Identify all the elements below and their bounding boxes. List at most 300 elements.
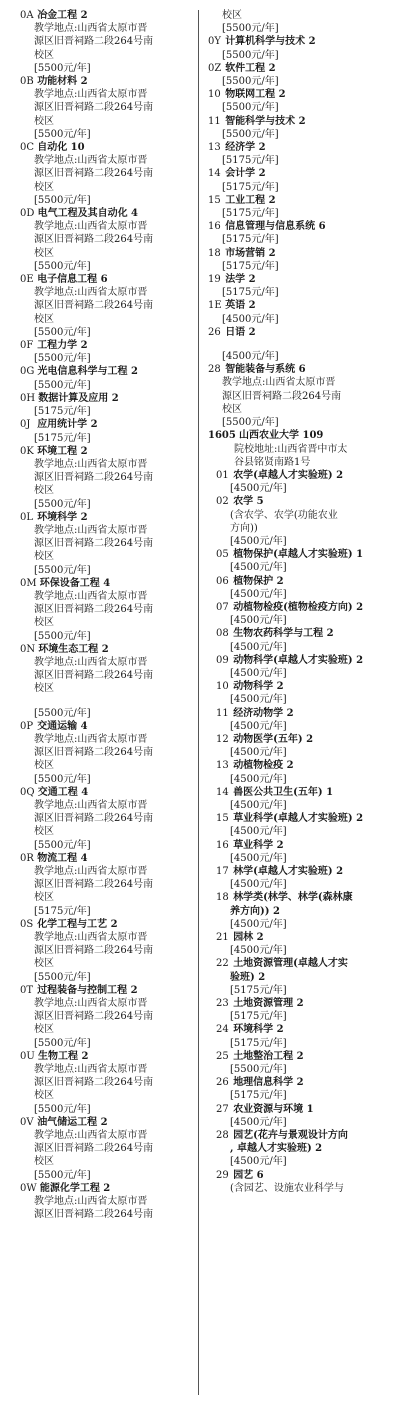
detail-line: [5500元/年] (34, 707, 91, 719)
major-title: 英语 2 (225, 300, 256, 312)
major-header (208, 299, 408, 312)
major-entry (208, 220, 408, 246)
major-details (20, 154, 195, 207)
major-code: 0K (20, 445, 34, 457)
major-header (216, 680, 408, 693)
major-entry (216, 812, 408, 838)
major-header (216, 997, 408, 1010)
major-details (216, 971, 408, 997)
major-entry (208, 363, 408, 429)
major-header (20, 1050, 195, 1063)
detail-line: 源区旧晋祠路二段264号南 (34, 1011, 154, 1023)
major-code: 10 (216, 681, 229, 693)
major-header (216, 891, 408, 904)
detail-line: [5500元/年] (34, 260, 91, 272)
detail-line: [4500元/年] (230, 918, 287, 930)
major-code: 0P (20, 720, 34, 732)
major-code: 18 (216, 892, 229, 904)
major-title: 地理信息科学 2 (233, 1077, 304, 1089)
major-code: 24 (216, 1024, 229, 1036)
major-title: 园艺(花卉与景观设计方向 (233, 1130, 348, 1142)
major-title: 草业科学 2 (233, 839, 284, 851)
major-details (216, 746, 408, 759)
major-entry (216, 627, 408, 653)
major-code: 0L (20, 511, 34, 523)
major-code: 0D (20, 208, 35, 220)
major-title: 农学 5 (233, 496, 264, 508)
detail-line: 校区 (34, 1090, 54, 1102)
major-details (208, 49, 408, 62)
major-details (208, 101, 408, 114)
major-details (216, 1089, 408, 1102)
major-details (20, 352, 195, 365)
major-code: 22 (216, 958, 229, 970)
major-details (216, 720, 408, 733)
major-code: 0G (20, 366, 35, 378)
major-code: 10 (208, 89, 221, 101)
major-entry (20, 577, 195, 643)
major-entry (216, 1169, 408, 1195)
major-code: 07 (216, 601, 229, 613)
major-details (20, 22, 195, 75)
major-header (208, 88, 408, 101)
major-code: 15 (208, 194, 221, 206)
detail-line: [5500元/年] (222, 23, 279, 35)
major-code: 0H (20, 392, 36, 404)
major-details (216, 852, 408, 865)
major-entry (20, 75, 195, 141)
major-header (20, 365, 195, 378)
major-entry (20, 1050, 195, 1116)
major-title: 冶金工程 2 (37, 10, 88, 21)
major-title: 物联网工程 2 (225, 89, 286, 101)
major-details (20, 88, 195, 141)
detail-line: 校区 (34, 1024, 54, 1036)
major-title: 光电信息科学与工程 2 (37, 366, 138, 378)
major-entry (20, 918, 195, 984)
detail-line: [4500元/年] (230, 879, 287, 891)
major-entry (216, 733, 408, 759)
detail-line: (含农学、农学(功能农业 (230, 509, 338, 521)
major-code: 28 (216, 1130, 229, 1142)
major-title-cont: , 卓越人才实验班) 2 (230, 1143, 323, 1155)
major-header (216, 1076, 408, 1089)
school-address (208, 443, 408, 469)
major-details (20, 379, 195, 392)
major-details (208, 207, 408, 220)
detail-line: [4500元/年] (230, 588, 287, 600)
detail-line: [5500元/年] (34, 326, 91, 338)
detail-line: 源区旧晋祠路二段264号南 (34, 1143, 154, 1155)
major-entry (208, 115, 408, 141)
major-title: 环保设备工程 4 (39, 577, 111, 589)
detail-line: 教学地点:山西省太原市晋 (34, 524, 148, 536)
major-header (20, 511, 195, 524)
major-code: 0Z (208, 62, 222, 74)
major-header (216, 707, 408, 720)
major-header (216, 733, 408, 746)
major-code: 13 (216, 760, 229, 772)
major-entry (216, 891, 408, 931)
major-code: 0M (20, 577, 37, 589)
major-title: 交通运输 4 (37, 720, 88, 732)
detail-line: [4500元/年] (230, 694, 287, 706)
major-title: 化学工程与工艺 2 (37, 918, 118, 930)
major-title: 能源化学工程 2 (39, 1182, 111, 1194)
major-title: 土地资源管理(卓越人才实 (233, 958, 348, 970)
detail-line: 源区旧晋祠路二段264号南 (34, 538, 154, 550)
major-title: 土地资源管理 2 (233, 998, 304, 1010)
detail-line: [5175元/年] (222, 260, 279, 272)
major-header (216, 548, 408, 561)
detail-line: 源区旧晋祠路二段264号南 (34, 747, 154, 759)
detail-line: [5500元/年] (230, 1064, 287, 1076)
major-details (208, 286, 408, 299)
major-details (20, 865, 195, 918)
detail-line: [4500元/年] (230, 852, 287, 864)
major-title: 经济学 2 (225, 142, 266, 154)
detail-line: [5175元/年] (222, 287, 279, 299)
major-entry (216, 1050, 408, 1076)
major-header (20, 9, 195, 22)
detail-line: 源区旧晋祠路二段264号南 (34, 879, 154, 891)
major-title: 智能装备与系统 6 (225, 364, 306, 376)
major-entry (216, 601, 408, 627)
major-title: 电气工程及其自动化 4 (37, 208, 139, 220)
major-entry (208, 247, 408, 273)
detail-line: 校区 (34, 115, 54, 127)
major-details (20, 1129, 195, 1182)
major-title: 植物保护 2 (233, 575, 284, 587)
major-details (216, 878, 408, 891)
detail-line: [4500元/年] (230, 1116, 287, 1128)
major-entry (20, 365, 195, 391)
major-code: 0E (20, 274, 34, 286)
detail-line: [4500元/年] (222, 351, 279, 363)
detail-line: 教学地点:山西省太原市晋 (34, 998, 148, 1010)
detail-line: 校区 (222, 403, 242, 415)
major-title: 会计学 2 (225, 168, 266, 180)
major-title: 动植物检疫(植物检疫方向) 2 (233, 601, 364, 613)
detail-line: 校区 (34, 617, 54, 629)
major-title: 油气储运工程 2 (37, 1116, 108, 1128)
major-title: 农学(卓越人才实验班) 2 (233, 469, 344, 481)
major-entry (216, 548, 408, 574)
major-title: 智能科学与技术 2 (225, 115, 306, 127)
major-details (216, 905, 408, 931)
major-code: 14 (208, 168, 221, 180)
major-title: 日语 2 (225, 326, 256, 338)
major-code: 0V (20, 1116, 34, 1128)
major-header (216, 1023, 408, 1036)
major-code: 0F (20, 340, 34, 352)
major-title: 生物农药科学与工程 2 (233, 628, 334, 640)
major-header (208, 115, 408, 128)
detail-line: 源区旧晋祠路二段264号南 (34, 1077, 154, 1089)
detail-line: [5500元/年] (34, 773, 91, 785)
major-title: 环境科学 2 (37, 511, 88, 523)
major-header (20, 273, 195, 286)
major-header (208, 247, 408, 260)
detail-line: 教学地点:山西省太原市晋 (34, 458, 148, 470)
major-header (216, 957, 408, 970)
major-code: 19 (208, 274, 221, 286)
major-title: 环境科学 2 (233, 1024, 284, 1036)
major-title: 物流工程 4 (37, 852, 88, 864)
major-entry (20, 141, 195, 207)
major-entry (216, 1023, 408, 1049)
major-details (216, 1063, 408, 1076)
detail-line: [4500元/年] (230, 1156, 287, 1168)
detail-line: [5500元/年] (222, 417, 279, 429)
detail-line: [4500元/年] (230, 945, 287, 957)
major-details (216, 588, 408, 601)
detail-line: [5500元/年] (34, 971, 91, 983)
major-header (208, 35, 408, 48)
major-title: 动物科学 2 (233, 681, 284, 693)
major-title: 计算机科学与技术 2 (225, 36, 316, 48)
right-column (208, 9, 408, 1195)
detail-line: [5175元/年] (230, 984, 287, 996)
major-entry (216, 957, 408, 997)
detail-line: 校区 (34, 892, 54, 904)
major-details (20, 1063, 195, 1116)
detail-line: 教学地点:山西省太原市晋 (34, 1130, 148, 1142)
detail-line: [4500元/年] (230, 483, 287, 495)
major-code: 0B (20, 76, 34, 88)
major-header (216, 759, 408, 772)
major-code: 0J (20, 419, 31, 431)
major-details (216, 944, 408, 957)
major-details (20, 997, 195, 1050)
major-header (20, 786, 195, 799)
major-details (216, 799, 408, 812)
major-title: 工程力学 2 (37, 340, 88, 352)
detail-line: [5500元/年] (222, 102, 279, 114)
major-details (20, 931, 195, 984)
major-title: 法学 2 (225, 274, 256, 286)
column-divider (198, 10, 199, 1395)
detail-line: 源区旧晋祠路二段264号南 (34, 945, 154, 957)
major-entry (208, 141, 408, 167)
major-details (216, 667, 408, 680)
major-header (208, 273, 408, 286)
major-entry (208, 35, 408, 61)
detail-line: [4500元/年] (230, 773, 287, 785)
detail-line: [5500元/年] (34, 1103, 91, 1115)
major-header (20, 918, 195, 931)
major-entry (216, 654, 408, 680)
major-title: 兽医公共卫生(五年) 1 (233, 786, 334, 798)
detail-line: 源区旧晋祠路二段264号南 (34, 300, 154, 312)
major-entry (20, 392, 195, 418)
detail-line: 教学地点:山西省太原市晋 (34, 155, 148, 167)
detail-line: 教学地点:山西省太原市晋 (34, 866, 148, 877)
detail-line: [5500元/年] (34, 194, 91, 206)
major-entry (216, 707, 408, 733)
detail-line: 方向)) (230, 522, 258, 534)
major-entry (208, 326, 408, 363)
major-details (20, 1195, 195, 1221)
detail-line: 源区旧晋祠路二段264号南 (222, 390, 342, 402)
major-code: 13 (208, 142, 221, 154)
detail-line: 教学地点:山西省太原市晋 (34, 932, 148, 944)
major-title: 软件工程 2 (225, 62, 276, 74)
major-entry (20, 511, 195, 577)
major-header (20, 418, 195, 431)
major-entry (216, 839, 408, 865)
major-title: 过程装备与控制工程 2 (37, 984, 138, 996)
major-code: 16 (208, 221, 221, 233)
major-entry (216, 759, 408, 785)
major-code: 23 (216, 998, 229, 1010)
major-entry (20, 852, 195, 918)
major-entry (20, 418, 195, 444)
major-title: 植物保护(卓越人才实验班) 1 (233, 549, 364, 561)
major-details (20, 524, 195, 577)
major-details (216, 641, 408, 654)
school-name: 山西农业大学 109 (239, 430, 324, 442)
detail-line: 校区 (34, 247, 54, 259)
major-title: 生物工程 2 (37, 1050, 89, 1062)
major-details (20, 733, 195, 786)
detail-line: [5500元/年] (34, 630, 91, 642)
detail-line: 教学地点:山西省太原市晋 (34, 1064, 148, 1076)
major-code: 0N (20, 643, 36, 655)
detail-line: 校区 (34, 551, 54, 563)
major-code: 11 (216, 707, 229, 719)
major-title: 动物科学(卓越人才实验班) 2 (233, 654, 364, 666)
detail-line: 教学地点:山西省太原市晋 (222, 377, 336, 389)
major-header (216, 812, 408, 825)
major-details (208, 260, 408, 273)
major-details (20, 286, 195, 339)
detail-line: [5175元/年] (222, 234, 279, 246)
detail-line: 校区 (34, 826, 54, 838)
major-title: 园林 2 (233, 932, 264, 944)
detail-line: [5500元/年] (222, 128, 279, 140)
major-details (216, 482, 408, 495)
major-code: 15 (216, 813, 229, 825)
major-code: 28 (208, 364, 221, 376)
major-header (216, 495, 408, 508)
major-details (216, 1142, 408, 1168)
major-details (216, 693, 408, 706)
major-title: 林学类(林学、林学(森林康 (233, 892, 353, 904)
school-header (208, 429, 408, 442)
left-column (20, 9, 195, 1221)
major-details (216, 825, 408, 838)
major-header (20, 75, 195, 88)
major-code: 0R (20, 852, 34, 864)
major-details (20, 656, 195, 720)
major-title-cont: 养方向)) 2 (230, 905, 280, 917)
detail-line: [5175元/年] (222, 155, 279, 167)
major-entry (216, 1129, 408, 1169)
right-majors (208, 35, 408, 429)
detail-line: [5500元/年] (34, 1037, 91, 1049)
major-header (20, 1182, 195, 1195)
major-header (20, 207, 195, 220)
major-code: 11 (208, 115, 221, 127)
detail-line: [5500元/年] (34, 379, 91, 391)
major-header (216, 839, 408, 852)
major-details (216, 1010, 408, 1023)
major-code: 18 (208, 247, 221, 259)
major-code: 0W (20, 1182, 37, 1194)
major-header (216, 1129, 408, 1142)
major-code: 06 (216, 575, 229, 587)
detail-line: [5500元/年] (222, 49, 279, 61)
detail-line: [4500元/年] (230, 641, 287, 653)
detail-line: [4500元/年] (230, 615, 287, 627)
major-header (216, 1103, 408, 1116)
major-code: 27 (216, 1103, 229, 1115)
major-details (20, 590, 195, 643)
major-details (216, 1037, 408, 1050)
detail-line: 教学地点:山西省太原市晋 (34, 221, 148, 233)
major-entry (20, 9, 195, 75)
major-header (216, 1050, 408, 1063)
detail-line: 教学地点:山西省太原市晋 (34, 733, 148, 745)
major-details (216, 1116, 408, 1129)
major-code: 0S (20, 918, 34, 930)
detail-line: [4500元/年] (230, 720, 287, 732)
major-entry (20, 1116, 195, 1182)
detail-line: [4500元/年] (230, 667, 287, 679)
major-code: 26 (208, 326, 221, 338)
major-header (216, 1169, 408, 1182)
major-details (20, 220, 195, 273)
major-details (208, 376, 408, 429)
major-code: 12 (216, 733, 229, 745)
major-header (208, 220, 408, 233)
major-code: 0U (20, 1050, 35, 1062)
major-entry (216, 469, 408, 495)
major-code: 26 (216, 1077, 229, 1089)
major-header (20, 445, 195, 458)
detail-line: [5175元/年] (230, 1037, 287, 1049)
detail-line: [5175元/年] (34, 406, 91, 418)
major-entry (216, 786, 408, 812)
major-header (20, 577, 195, 590)
detail-line: 源区旧晋祠路二段264号南 (34, 604, 154, 616)
detail-line: 源区旧晋祠路二段264号南 (34, 36, 154, 48)
major-details (208, 154, 408, 167)
major-header (20, 339, 195, 352)
spacer (34, 696, 195, 707)
major-details (216, 509, 408, 549)
address-line: 院校地址:山西省晋中市太 (234, 443, 348, 455)
major-entry (216, 1103, 408, 1129)
detail-line: 校区 (34, 49, 54, 61)
major-header (208, 363, 408, 376)
major-entry (208, 88, 408, 114)
detail-line: [5175元/年] (222, 208, 279, 220)
major-entry (20, 339, 195, 365)
major-entry (20, 984, 195, 1050)
major-details (216, 614, 408, 627)
major-header (216, 931, 408, 944)
major-code: 14 (216, 786, 229, 798)
major-header (20, 643, 195, 656)
detail-line: [4500元/年] (230, 826, 287, 838)
detail-line: 校区 (34, 683, 54, 695)
detail-line: [5500元/年] (34, 839, 91, 851)
detail-line: [5175元/年] (34, 432, 91, 444)
detail-line: 源区旧晋祠路二段264号南 (34, 168, 154, 180)
address-line: 谷县铭贤南路1号 (234, 456, 311, 468)
